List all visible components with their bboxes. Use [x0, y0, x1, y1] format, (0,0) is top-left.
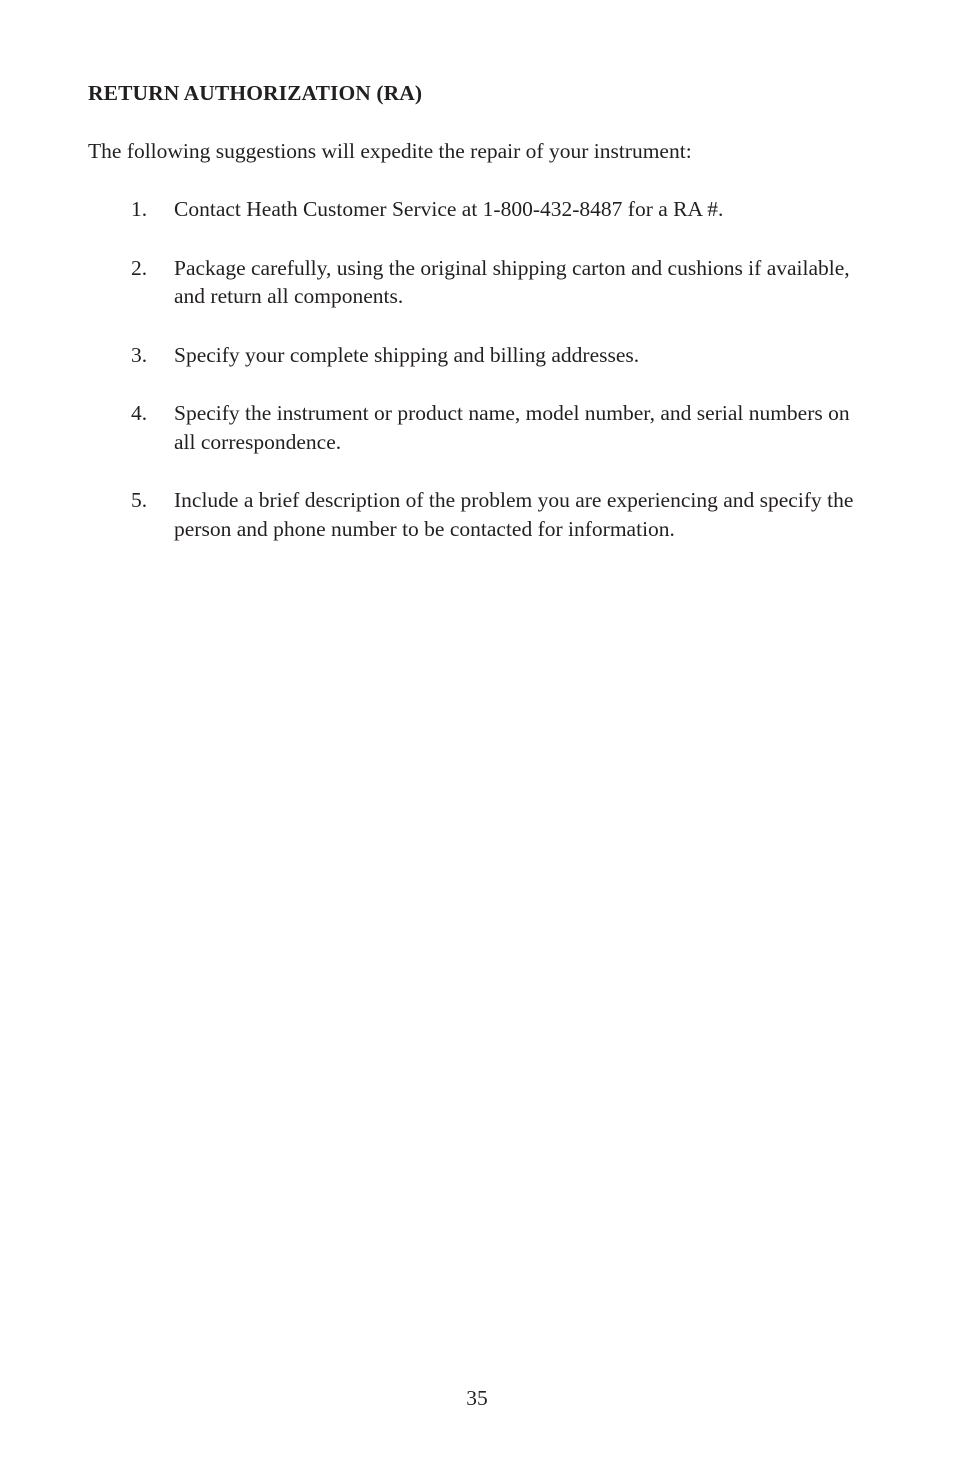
step-text: Package carefully, using the original shipping carton and cushions if available, and return all components. — [174, 255, 850, 308]
list-item — [0, 399, 954, 456]
step-number: 3. — [131, 342, 148, 367]
step-text: Include a brief description of the problem you are experiencing and specify the person and phone number to be contacted for information. — [174, 488, 854, 541]
step-number: 2. — [131, 255, 148, 280]
step-number: 1. — [131, 197, 148, 221]
step-number: 5. — [131, 488, 148, 512]
list-item — [0, 195, 954, 224]
step-number: 4. — [131, 401, 148, 425]
section-heading: RETURN AUTHORIZATION (RA) — [88, 81, 423, 105]
list-item — [0, 486, 954, 543]
list-item — [0, 254, 954, 311]
step-text: Specify the instrument or product name, model number, and serial numbers on all correspondence. — [174, 401, 850, 454]
page-number: 35 — [466, 1386, 488, 1410]
step-text: Contact Heath Customer Service at 1-800-432-8487 for a RA #. — [174, 197, 724, 221]
list-item — [0, 341, 954, 370]
intro-paragraph: The following suggestions will expedite the repair of your instrument: — [88, 139, 692, 163]
steps-list — [0, 195, 954, 573]
step-text: Specify your complete shipping and billing addresses. — [174, 342, 640, 367]
